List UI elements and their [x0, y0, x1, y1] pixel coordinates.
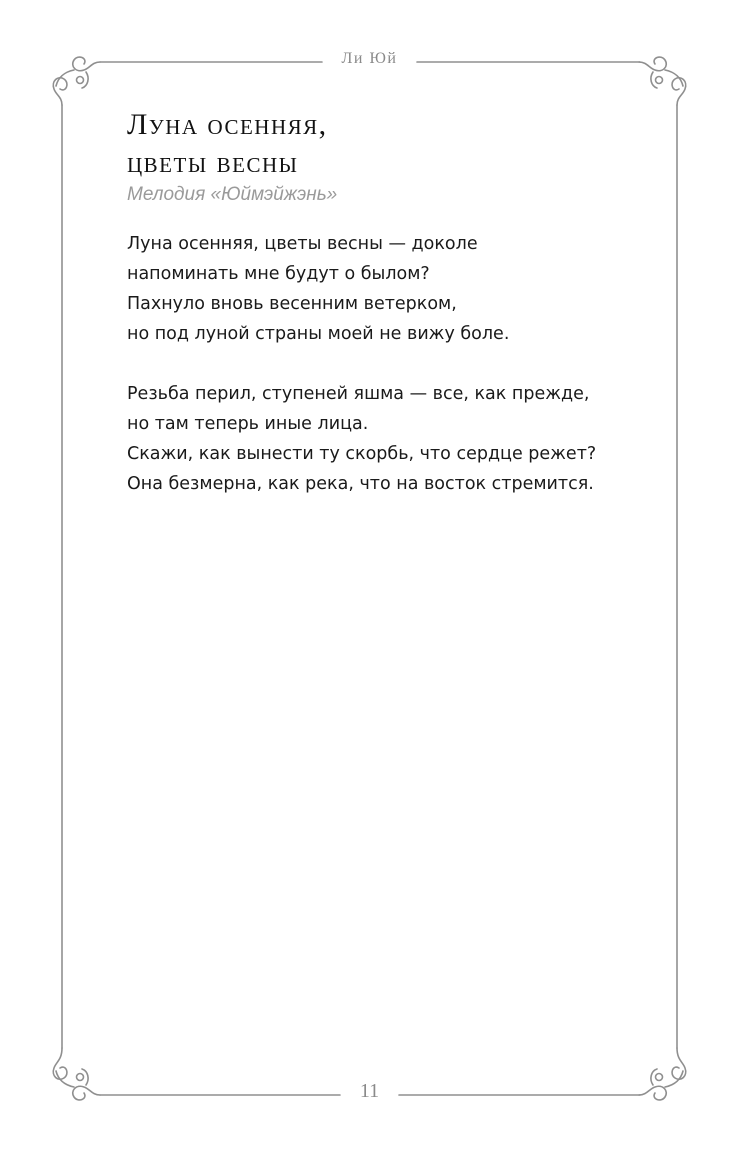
- poem-title-line: цветы весны: [127, 146, 299, 179]
- running-head: [0, 50, 739, 68]
- verse-line: Луна осенняя, цветы весны — доколе: [127, 234, 478, 254]
- verse-line: Пахнуло вновь весенним ветерком,: [127, 294, 457, 314]
- stanza: [127, 379, 647, 499]
- verse-line: Она безмерна, как река, что на восток стремится.: [127, 474, 594, 494]
- verse-line: но там теперь иные лица.: [127, 414, 369, 434]
- author-name: Ли Юй: [333, 50, 407, 67]
- page-number: [0, 1080, 739, 1103]
- poem-subtitle: Мелодия «Юймэйжэнь»: [127, 184, 338, 205]
- poem-body: [127, 229, 647, 529]
- stanza: [127, 229, 647, 349]
- poem-title-line: Луна осенняя,: [127, 108, 328, 141]
- verse-line: напоминать мне будут о былом?: [127, 264, 430, 284]
- poem-title: [127, 106, 627, 182]
- verse-line: но под луной страны моей не вижу боле.: [127, 324, 510, 344]
- page-number-value: 11: [348, 1080, 391, 1102]
- verse-line: Скажи, как вынести ту скорбь, что сердце режет?: [127, 444, 597, 464]
- verse-line: Резьба перил, ступеней яшма — все, как прежде,: [127, 384, 590, 404]
